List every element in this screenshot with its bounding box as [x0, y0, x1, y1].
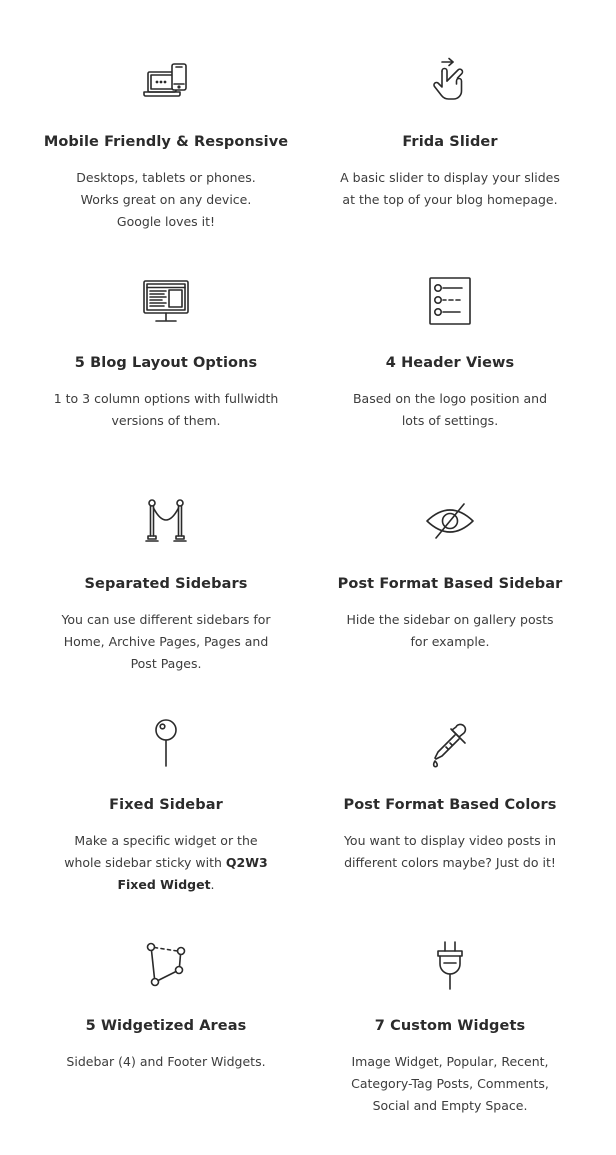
feature-description: Hide the sidebar on gallery posts for example.	[346, 612, 554, 649]
feature-title: Mobile Friendly & Responsive	[43, 134, 289, 150]
feature-description: Desktops, tablets or phones. Works great on any device. Google loves it!	[76, 170, 256, 229]
feature-title: Post Format Based Colors	[343, 797, 557, 813]
eye-hidden-icon	[422, 496, 478, 552]
feature-widgetized-areas	[36, 938, 296, 1073]
feature-title: Separated Sidebars	[84, 576, 248, 592]
rope-barrier-icon	[138, 496, 194, 552]
feature-post-format-colors	[320, 717, 580, 874]
feature-mobile-friendly	[36, 54, 296, 233]
list-options-icon	[422, 275, 478, 331]
feature-title: Frida Slider	[402, 134, 498, 150]
feature-description: You can use different sidebars for Home, Archive Pages, Pages and Post Pages.	[61, 612, 271, 671]
plug-icon	[422, 938, 478, 994]
feature-fixed-sidebar	[36, 717, 296, 896]
feature-custom-widgets	[320, 938, 580, 1117]
feature-title: 5 Widgetized Areas	[85, 1018, 247, 1034]
feature-post-format-sidebar	[320, 496, 580, 653]
feature-description: Image Widget, Popular, Recent, Category-Tag Posts, Comments, Social and Empty Space.	[351, 1054, 549, 1113]
feature-header-views	[320, 275, 580, 432]
feature-description: You want to display video posts in different colors maybe? Just do it!	[343, 833, 557, 870]
feature-blog-layout	[36, 275, 296, 432]
polygon-nodes-icon	[138, 938, 194, 994]
pushpin-icon	[138, 717, 194, 773]
feature-title: Post Format Based Sidebar	[337, 576, 563, 592]
feature-frida-slider	[320, 54, 580, 211]
feature-description: Based on the logo position and lots of settings.	[352, 391, 548, 428]
feature-title: 4 Header Views	[385, 355, 515, 371]
feature-description: 1 to 3 column options with fullwidth versions of them.	[53, 391, 279, 428]
plugin-link[interactable]: Fixed Widget	[117, 877, 211, 892]
swipe-hand-icon	[422, 54, 478, 110]
eyedropper-icon	[422, 717, 478, 773]
feature-title: 7 Custom Widgets	[374, 1018, 526, 1034]
feature-title: 5 Blog Layout Options	[74, 355, 258, 371]
feature-description: Make a specific widget or the whole sidebar sticky with Q2W3 Fixed Widget.	[64, 833, 268, 892]
devices-icon	[138, 54, 194, 110]
feature-description: A basic slider to display your slides at the top of your blog homepage.	[340, 170, 560, 207]
plugin-link[interactable]: Q2W3	[225, 855, 268, 870]
feature-description: Sidebar (4) and Footer Widgets.	[66, 1054, 266, 1069]
feature-title: Fixed Sidebar	[109, 797, 223, 813]
monitor-layout-icon	[138, 275, 194, 331]
feature-separated-sidebars	[36, 496, 296, 675]
